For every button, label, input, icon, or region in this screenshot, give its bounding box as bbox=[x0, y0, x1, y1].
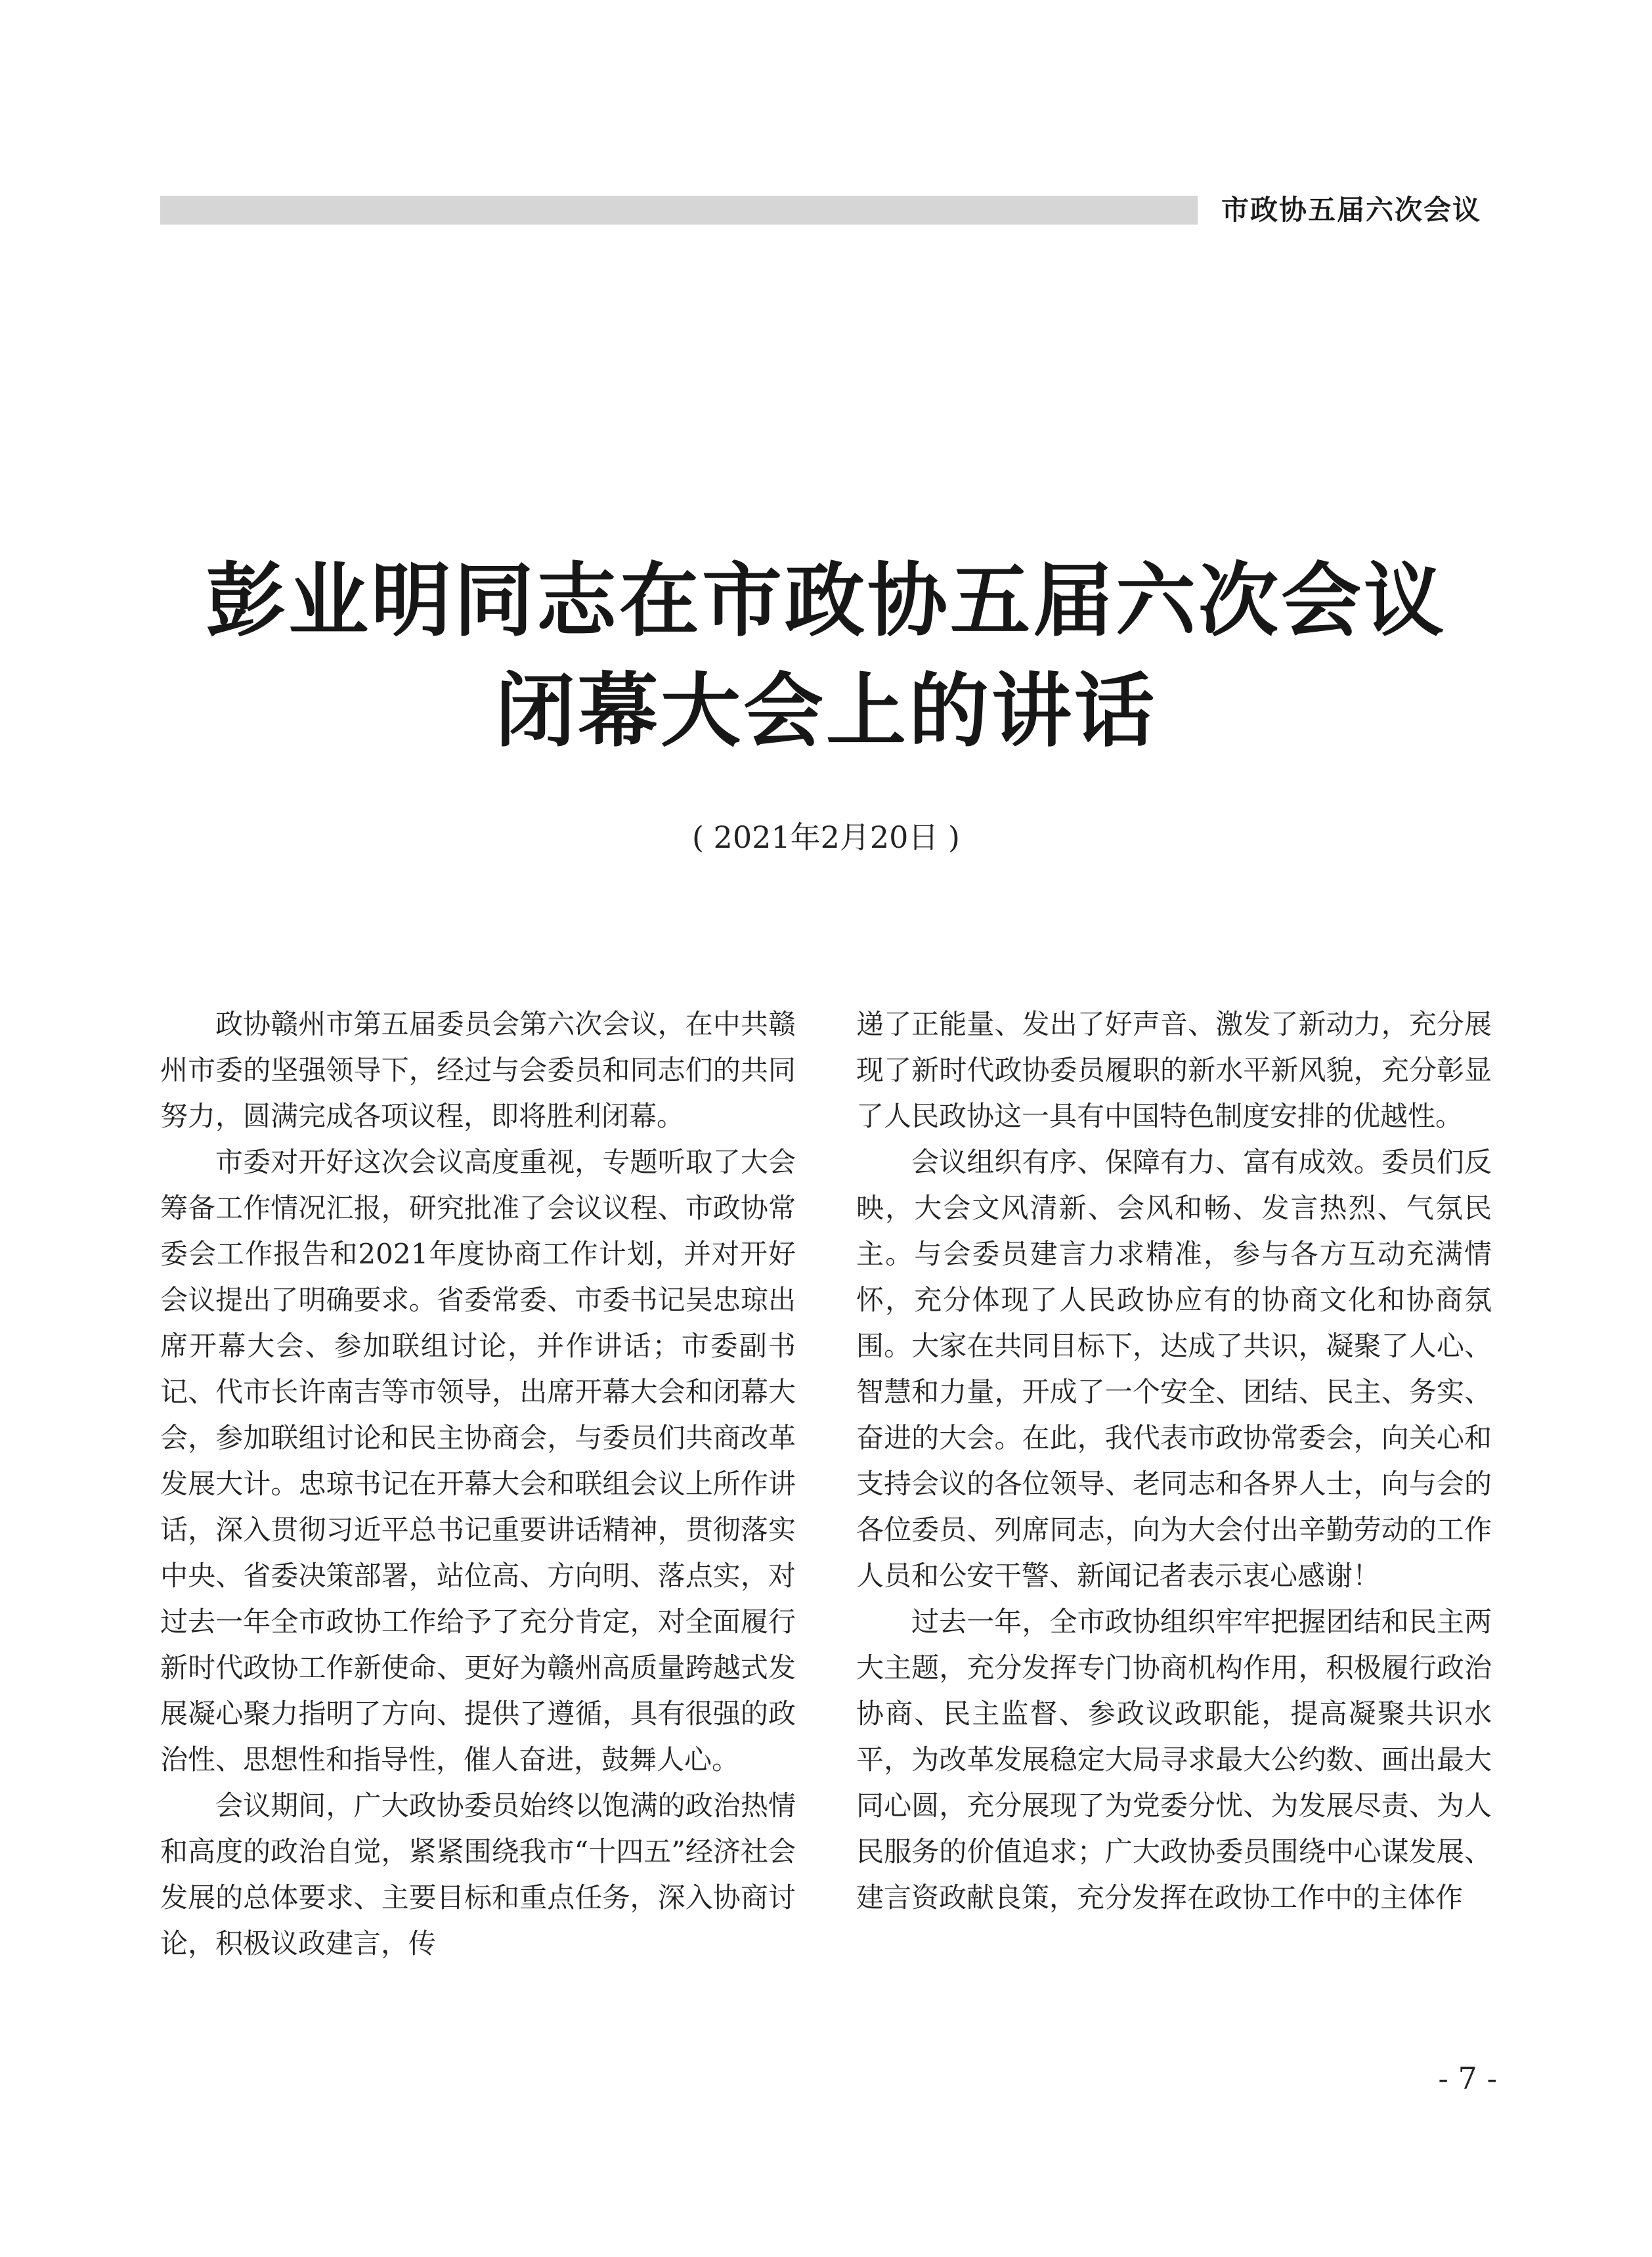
paragraph: 会议期间，广大政协委员始终以饱满的政治热情和高度的政治自觉，紧紧围绕我市“十四五”经济社会发展的总体要求、主要目标和重点任务，深入协商讨论，积极议政建言，传 bbox=[160, 1789, 796, 1960]
header-rule-bar bbox=[160, 196, 1198, 225]
article-title-line-1: 彭业明同志在市政协五届六次会议 bbox=[206, 554, 1446, 647]
paragraph: 政协赣州市第五届委员会第六次会议，在中共赣州市委的坚强领导下，经过与会委员和同志们的共同努力，圆满完成各项议程，即将胜利闭幕。 bbox=[160, 1008, 796, 1132]
paragraph: 过去一年，全市政协组织牢牢把握团结和民主两大主题，充分发挥专门协商机构作用，积极履行政治协商、民主监督、参政议政职能，提高凝聚共识水平，为改革发展稳定大局寻求最大公约数、画出最大同心圆，充分展现了为党委分忧、为发展尽责、为人民服务的价值追求；广大政协委员围绕中心谋发展、建言资政献良策，充分发挥在政协工作中的主体作 bbox=[856, 1606, 1492, 1914]
body-column-right bbox=[856, 1001, 1492, 1921]
page-number: - 7 - bbox=[1438, 2061, 1497, 2096]
article-title-line-2: 闭幕大会上的讲话 bbox=[495, 665, 1157, 758]
article-date: ( 2021年2月20日 ) bbox=[691, 820, 960, 855]
body-column-left bbox=[160, 1001, 796, 1967]
paragraph: 市委对开好这次会议高度重视，专题听取了大会筹备工作情况汇报，研究批准了会议议程、市政协常委会工作报告和2021年度协商工作计划，并对开好会议提出了明确要求。省委常委、市委书记吴忠琼出席开幕大会、参加联组讨论，并作讲话；市委副书记、代市长许南吉等市领导，出席开幕大会和闭幕大会，参加联组讨论和民主协商会，与委员们共商改革发展大计。忠琼书记在开幕大会和联组会议上所作讲话，深入贯彻习近平总书记重要讲话精神，贯彻落实中央、省委决策部署，站位高、方向明、落点实，对过去一年全市政协工作给予了充分肯定，对全面履行新时代政协工作新使命、更好为赣州高质量跨越式发展凝心聚力指明了方向、提供了遵循，具有很强的政治性、思想性和指导性，催人奋进，鼓舞人心。 bbox=[160, 1146, 796, 1776]
section-label: 市政协五届六次会议 bbox=[1221, 194, 1482, 226]
paragraph: 会议组织有序、保障有力、富有成效。委员们反映，大会文风清新、会风和畅、发言热烈、气氛民主。与会委员建言力求精准，参与各方互动充满情怀，充分体现了人民政协应有的协商文化和协商氛围。大家在共同目标下，达成了共识，凝聚了人心、智慧和力量，开成了一个安全、团结、民主、务实、奋进的大会。在此，我代表市政协常委会，向关心和支持会议的各位领导、老同志和各界人士，向与会的各位委员、列席同志，向为大会付出辛勤劳动的工作人员和公安干警、新闻记者表示衷心感谢！ bbox=[856, 1146, 1492, 1592]
paragraph-continuation: 递了正能量、发出了好声音、激发了新动力，充分展现了新时代政协委员履职的新水平新风貌，充分彰显了人民政协这一具有中国特色制度安排的优越性。 bbox=[856, 1008, 1492, 1132]
